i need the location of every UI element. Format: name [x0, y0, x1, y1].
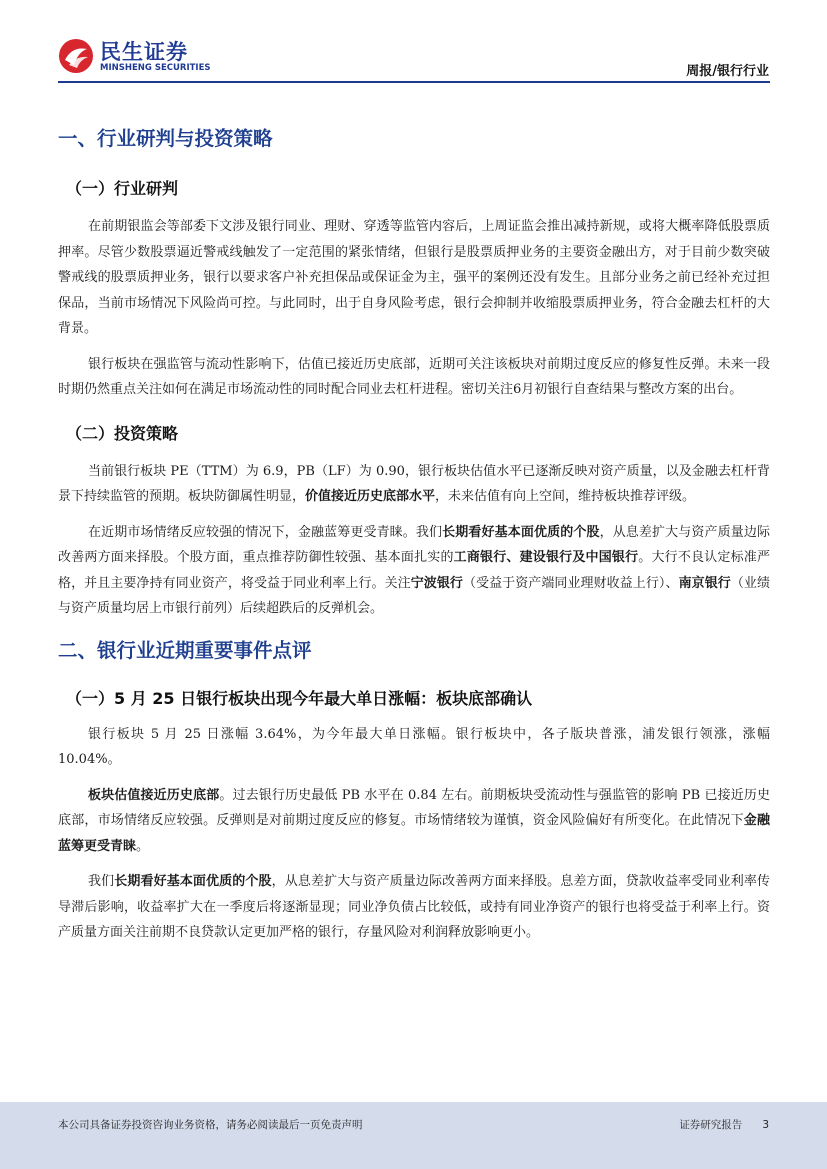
- paragraph: 在前期银监会等部委下文涉及银行同业、理财、穿透等监管内容后，上周证监会推出减持新规，或将大概率降低股票质押率。尽管少数股票逼近警戒线触发了一定范围的紧张情绪，但银行是股票质押业务的主要资金融出方，对于目前少数突破警戒线的股票质押业务，银行以要求客户补充担保品或保证金为主，强平的案例还没有发生。且部分业务之前已经补充过担保品，当前市场情况下风险尚可控。与此同时，出于自身风险考虑，银行会抑制并收缩股票质押业务，符合金融去杠杆的大背景。: [58, 219, 770, 336]
- section-1-title: 一、行业研判与投资策略: [58, 127, 273, 150]
- footer-meta: [659, 1117, 769, 1132]
- footer-doc-type: 证券研究报告: [679, 1119, 743, 1131]
- header-divider: [58, 81, 770, 83]
- text-run: 。: [136, 838, 150, 854]
- logo-english-name: MINSHENG SECURITIES: [100, 63, 211, 73]
- bold-text: 价值接近历史底部水平: [305, 489, 436, 504]
- section-1-2-title: （二）投资策略: [66, 423, 179, 443]
- paragraph: [58, 869, 770, 946]
- text-run: 在近期市场情绪反应较强的情况下，金融蓝筹更受青睐。我们: [88, 524, 443, 540]
- bold-text: 长期看好基本面优质的个股: [114, 874, 272, 889]
- bold-text: 工商银行、建设银行及中国银行: [453, 550, 639, 565]
- bold-text: 长期看好基本面优质的个股: [442, 524, 600, 540]
- minsheng-logo-icon: [58, 38, 94, 74]
- text-run: （业绩与资产质量均居上市银行前列）后续超跌后的反弹机会。: [58, 575, 770, 616]
- bold-text: 南京银行: [678, 575, 731, 591]
- paragraph: [58, 459, 770, 510]
- paragraph: [58, 783, 770, 860]
- bold-text: 板块估值接近历史底部: [88, 787, 220, 803]
- bold-text: 宁波银行: [410, 575, 463, 591]
- text-run: ，从息差扩大与资产质量边际改善两方面来择股。息差方面，贷款收益率受同业利率传导滞后影响，收益率扩大在一季度后将逐渐显现；同业净负债占比较低，或持有同业净资产的银行也将受益于利率上行。资产质量方面关注前期不良贷款认定更加严格的银行，存量风险对利润释放影响更小。: [58, 874, 770, 940]
- paragraph: [58, 520, 770, 622]
- text-run: 。大行不良认定标准严格，并且主要净持有同业资产，将受益于同业利率上行。关注: [58, 550, 770, 591]
- section-2-1-title: （一）5 月 25 日银行板块出现今年最大单日涨幅：板块底部确认: [66, 688, 533, 708]
- text-run: （受益于资产端同业理财收益上行）、: [462, 575, 679, 591]
- text-run: 我们: [88, 874, 115, 889]
- section-2-title: 二、银行业近期重要事件点评: [58, 638, 312, 662]
- page-number: 3: [762, 1119, 769, 1131]
- section-1-1-title: （一）行业研判: [66, 179, 179, 198]
- paragraph: 银行板块 5 月 25 日涨幅 3.64%，为今年最大单日涨幅。银行板块中，各子版块普涨，浦发银行领涨，涨幅 10.04%。: [58, 726, 770, 767]
- paragraph: 银行板块在强监管与流动性影响下，估值已接近历史底部，近期可关注该板块对前期过度反应的修复性反弹。未来一段时期仍然重点关注如何在满足市场流动性的同时配合同业去杠杆进程。密切关注6月初银行自查结果与整改方案的出台。: [58, 356, 770, 397]
- minsheng-logo: [58, 36, 211, 78]
- bold-text: 金融蓝筹更受青睐: [58, 813, 770, 854]
- text-run: ，未来估值有向上空间，维持板块推荐评级。: [435, 489, 696, 504]
- logo-chinese-name: 民生证券: [100, 40, 188, 64]
- document-body: [58, 122, 770, 946]
- page-footer: [0, 1102, 827, 1169]
- text-run: ，从息差扩大与资产质量边际改善两方面来择股。个股方面，重点推荐防御性较强、基本面扎实的: [58, 524, 770, 565]
- text-run: 当前银行板块 PE（TTM）为 6.9，PB（LF）为 0.90，银行板块估值水平已逐渐反映对资产质量，以及金融去杠杆背景下持续监管的预期。板块防御属性明显，: [58, 463, 770, 504]
- text-run: 。过去银行历史最低 PB 水平在 0.84 左右。前期板块受流动性与强监管的影响 PB 已接近历史底部，市场情绪反应较强。反弹则是对前期过度反应的修复。市场情绪较为谨慎，资金风险偏好有所变化。在此情况下: [58, 787, 770, 828]
- report-type-label: 周报/银行行业: [686, 64, 769, 79]
- page-header: [0, 0, 827, 90]
- footer-disclaimer: 本公司具备证券投资咨询业务资格，请务必阅读最后一页免责声明: [58, 1119, 363, 1131]
